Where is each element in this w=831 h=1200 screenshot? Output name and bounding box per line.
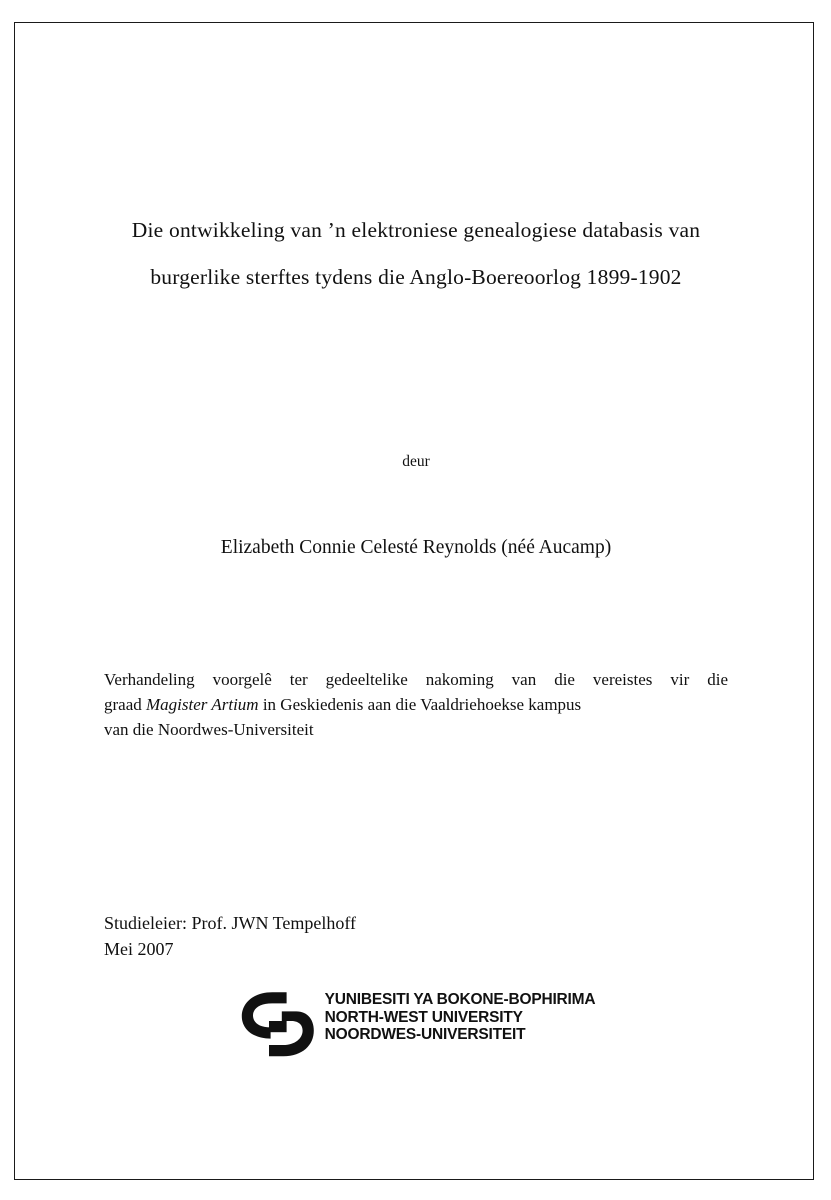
statement-line-1: Verhandeling voorgelê ter gedeeltelike nakoming van die vereistes vir die — [104, 670, 728, 689]
by-word: deur — [402, 453, 430, 470]
supervisor-line: Studieleier: Prof. JWN Tempelhoff — [104, 913, 357, 933]
logo-text-line-2: NORTH-WEST UNIVERSITY — [324, 1008, 523, 1026]
statement-line-2-prefix: graad — [104, 695, 147, 714]
logo-text-line-3: NOORDWES-UNIVERSITEIT — [324, 1026, 526, 1043]
date-line: Mei 2007 — [104, 939, 174, 959]
title-line-2: burgerlike sterftes tydens die Anglo-Boereoorlog 1899-1902 — [150, 265, 682, 289]
statement-line-2 — [104, 692, 728, 717]
statement-line-3: van die Noordwes-Universiteit — [104, 720, 314, 739]
statement-line-2-suffix: in Geskiedenis aan die Vaaldriehoekse kampus — [258, 695, 582, 714]
degree-name: Magister Artium — [146, 695, 259, 714]
supervisor-block — [104, 910, 728, 962]
degree-statement — [104, 667, 728, 742]
university-logo — [96, 987, 736, 1061]
document-title — [96, 207, 736, 301]
author-name: Elizabeth Connie Celesté Reynolds (néé Aucamp) — [220, 537, 612, 558]
north-west-university-logo-icon — [237, 989, 317, 1061]
university-logo-text — [325, 987, 596, 1044]
page-content — [96, 22, 736, 1180]
title-line-1: Die ontwikkeling van ’n elektroniese genealogiese databasis van — [131, 218, 701, 242]
logo-text-line-1: YUNIBESITI YA BOKONE-BOPHIRIMA — [324, 991, 596, 1008]
